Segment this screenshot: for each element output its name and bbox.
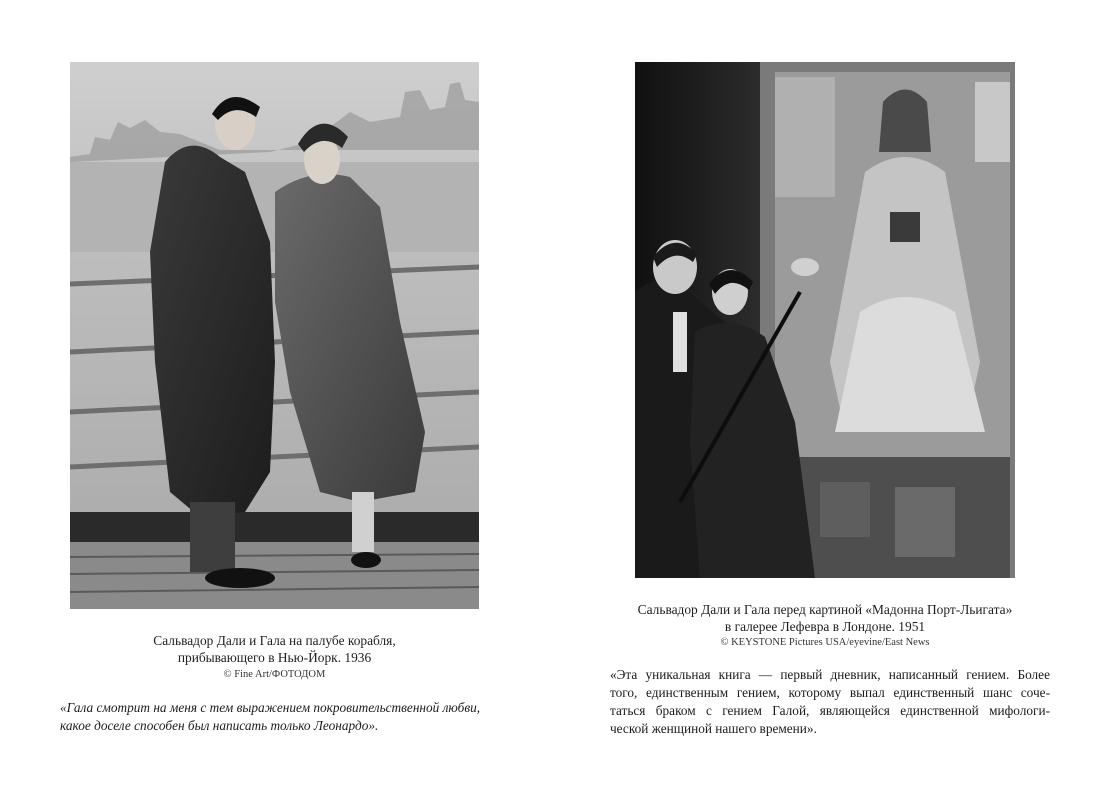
- quote-block: [60, 699, 500, 735]
- ship-deck-photo-illustration: [70, 62, 479, 609]
- photo-caption: [70, 632, 479, 666]
- quote-line: таться браком с гением Галой, являющейся единственной мифологи-: [610, 703, 1050, 718]
- right-page: [550, 0, 1100, 789]
- photo-credit: © KEYSTONE Pictures USA/eyevine/East News: [720, 637, 930, 648]
- quote-line: «Эта уникальная книга — первый дневник, написанный гением. Более: [610, 667, 1050, 682]
- photo-dali-gala-painting: [635, 62, 1015, 578]
- quote-line: того, единственным гением, которому выпал единственный шанс соче-: [610, 685, 1050, 700]
- caption-line: в галерее Лефевра в Лондоне. 1951: [724, 619, 926, 634]
- photo-caption: [605, 601, 1045, 635]
- quote-line: какое доселе способен был написать только Леонардо».: [60, 718, 379, 733]
- quote-line: ческой женщиной нашего времени».: [610, 721, 817, 736]
- caption-line: Сальвадор Дали и Гала на палубе корабля,: [153, 633, 396, 648]
- caption-line: прибывающего в Нью-Йорк. 1936: [177, 650, 372, 665]
- quote-line: «Гала смотрит на меня с тем выражением покровительственной любви,: [60, 700, 481, 715]
- photo-credit: © Fine Art/ФОТОДОМ: [223, 669, 326, 680]
- photo-dali-gala-ship-deck: [70, 62, 479, 609]
- gallery-photo-illustration: [635, 62, 1015, 578]
- caption-line: Сальвадор Дали и Гала перед картиной «Мадонна Порт-Льигата»: [637, 602, 1013, 617]
- quote-block: [610, 666, 1050, 738]
